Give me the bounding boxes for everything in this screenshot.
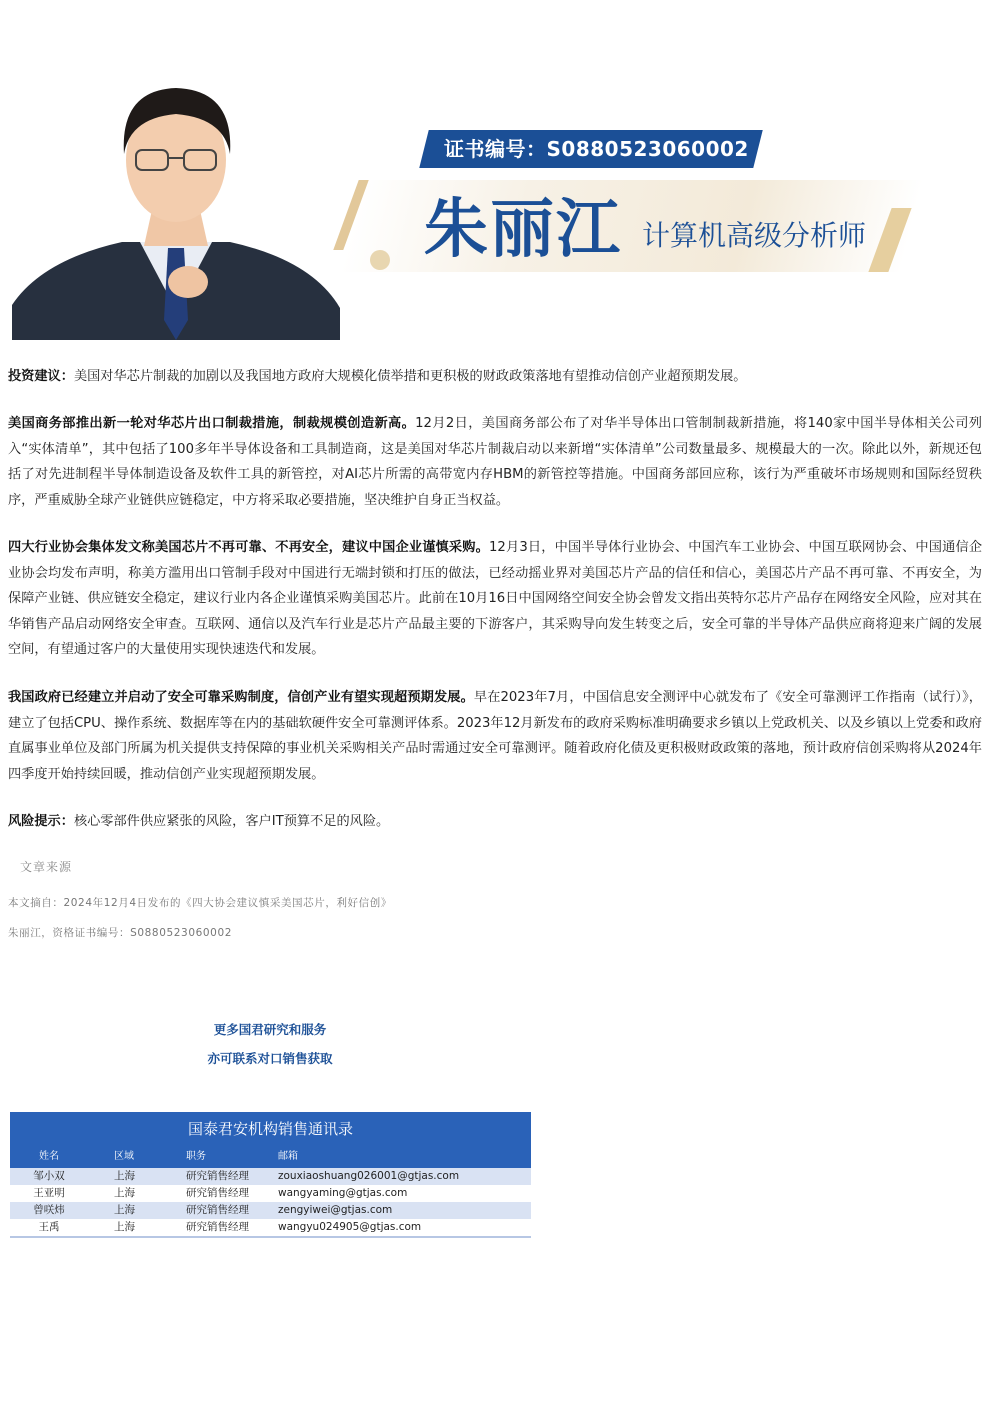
cell-email[interactable]: wangyu024905@gtjas.com — [278, 1221, 422, 1233]
paragraph-text: 美国对华芯片制裁的加剧以及我国地方政府大规模化债举措和更积极的财政政策落地有望推动信创产业超预期发展。 — [73, 369, 747, 384]
table-row — [10, 1168, 531, 1185]
banner-gold-dot — [370, 250, 390, 270]
paragraph-investment-advice — [8, 364, 982, 390]
paragraph-text: 12月2日，美国商务部公布了对华半导体出口管制制裁新措施，将140家中国半导体相关公司列入“实体清单”，其中包括了100多年半导体设备和工具制造商，这是美国对华芯片制裁启动以来新增“实体清单”公司数量最多、规模最大的一次。除此以外，新规还包括了对先进制程半导体制造设备及软件工具的新管控，对AI芯片所需的高带宽内存HBM的新管控等措施。中国商务部回应称，该行为严重破坏市场规则和国际经贸秩序，严重威胁全球产业链供应链稳定，中方将采取必要措施，坚决维护自身正当权益。 — [8, 416, 982, 508]
paragraph-lead: 美国商务部推出新一轮对华芯片出口制裁措施，制裁规模创造新高。 — [8, 416, 416, 431]
cell-email[interactable]: wangyaming@gtjas.com — [278, 1187, 408, 1199]
contact-table-header — [10, 1146, 531, 1168]
contact-table — [10, 1112, 531, 1238]
cell-email[interactable]: zengyiwei@gtjas.com — [278, 1204, 393, 1216]
header-email: 邮箱 — [278, 1151, 298, 1162]
cell-region: 上海 — [114, 1170, 135, 1182]
promo-line-2: 亦可联系对口销售获取 — [207, 1051, 333, 1066]
table-row — [10, 1185, 531, 1202]
paragraph-risk-warning — [8, 809, 982, 835]
cell-region: 上海 — [114, 1221, 135, 1233]
paragraph-industry-associations — [8, 535, 982, 663]
table-row — [10, 1219, 531, 1238]
cell-position: 研究销售经理 — [186, 1187, 249, 1199]
paragraph-text: 早在2023年7月，中国信息安全测评中心就发布了《安全可靠测评工作指南（试行）》，建立了包括CPU、操作系统、数据库等在内的基础软硬件安全可靠测评体系。2023年12月新发布的政府采购标准明确要求乡镇以上党政机关、以及乡镇以上党委和政府直属事业单位及部门所属为机关提供支持保障的事业机关采购相关产品时需通过安全可靠测评。随着政府化债及更积极财政政策的落地，预计政府信创采购将从2024年四季度开始持续回暖，推动信创产业实现超预期发展。 — [8, 690, 982, 782]
source-excerpt: 本文摘自：2024年12月4日发布的《四大协会建议慎采美国芯片，利好信创》 — [8, 897, 392, 909]
analyst-name: 朱丽江 — [424, 192, 622, 267]
promo-line-1: 更多国君研究和服务 — [213, 1022, 327, 1037]
cert-number: 证书编号：S0880523060002 — [444, 137, 749, 161]
cell-name: 王亚明 — [33, 1187, 65, 1199]
paragraph-text: 12月3日，中国半导体行业协会、中国汽车工业协会、中国互联网协会、中国通信企业协会均发布声明，称美方滥用出口管制手段对中国进行无端封锁和打压的做法，已经动摇业界对美国芯片产品的信任和信心，美国芯片产品不再可靠、不再安全，为保障产业链、供应链安全稳定，建议行业内各企业谨慎采购美国芯片。此前在10月16日中国网络空间安全协会曾发文指出英特尔芯片产品存在网络安全风险，应对其在华销售产品启动网络安全审查。互联网、通信以及汽车行业是芯片产品最主要的下游客户，其采购导向发生转变之后，安全可靠的半导体产品供应商将迎来广阔的发展空间，有望通过客户的大量使用实现快速迭代和发展。 — [8, 540, 983, 657]
paragraph-lead: 我国政府已经建立并启动了安全可靠采购制度，信创产业有望实现超预期发展。 — [8, 690, 474, 705]
cell-position: 研究销售经理 — [186, 1204, 249, 1216]
cell-position: 研究销售经理 — [186, 1170, 249, 1182]
cell-region: 上海 — [114, 1204, 135, 1216]
source-author: 朱丽江，资格证书编号：S0880523060002 — [8, 927, 233, 939]
cell-name: 王禹 — [38, 1221, 60, 1233]
paragraph-lead: 投资建议： — [8, 369, 74, 384]
table-row — [10, 1202, 531, 1219]
paragraph-us-sanctions — [8, 411, 982, 513]
analyst-photo — [12, 70, 340, 340]
cell-position: 研究销售经理 — [186, 1221, 249, 1233]
cell-name: 邹小双 — [33, 1170, 65, 1182]
source-label: 文章来源 — [20, 860, 73, 874]
cell-region: 上海 — [114, 1187, 135, 1199]
paragraph-lead: 风险提示： — [8, 814, 74, 829]
contact-table-title: 国泰君安机构销售通讯录 — [10, 1112, 531, 1146]
paragraph-procurement-policy — [8, 685, 982, 787]
cell-email[interactable]: zouxiaoshuang026001@gtjas.com — [278, 1170, 460, 1182]
header-name: 姓名 — [39, 1151, 59, 1162]
analyst-title: 计算机高级分析师 — [642, 219, 867, 252]
header-region: 区域 — [114, 1151, 134, 1162]
cell-name: 曾咲炜 — [33, 1204, 65, 1216]
header-position: 职务 — [186, 1151, 206, 1162]
paragraph-lead: 四大行业协会集体发文称美国芯片不再可靠、不再安全，建议中国企业谨慎采购。 — [8, 540, 490, 555]
paragraph-text: 核心零部件供应紧张的风险，客户IT预算不足的风险。 — [73, 814, 390, 829]
